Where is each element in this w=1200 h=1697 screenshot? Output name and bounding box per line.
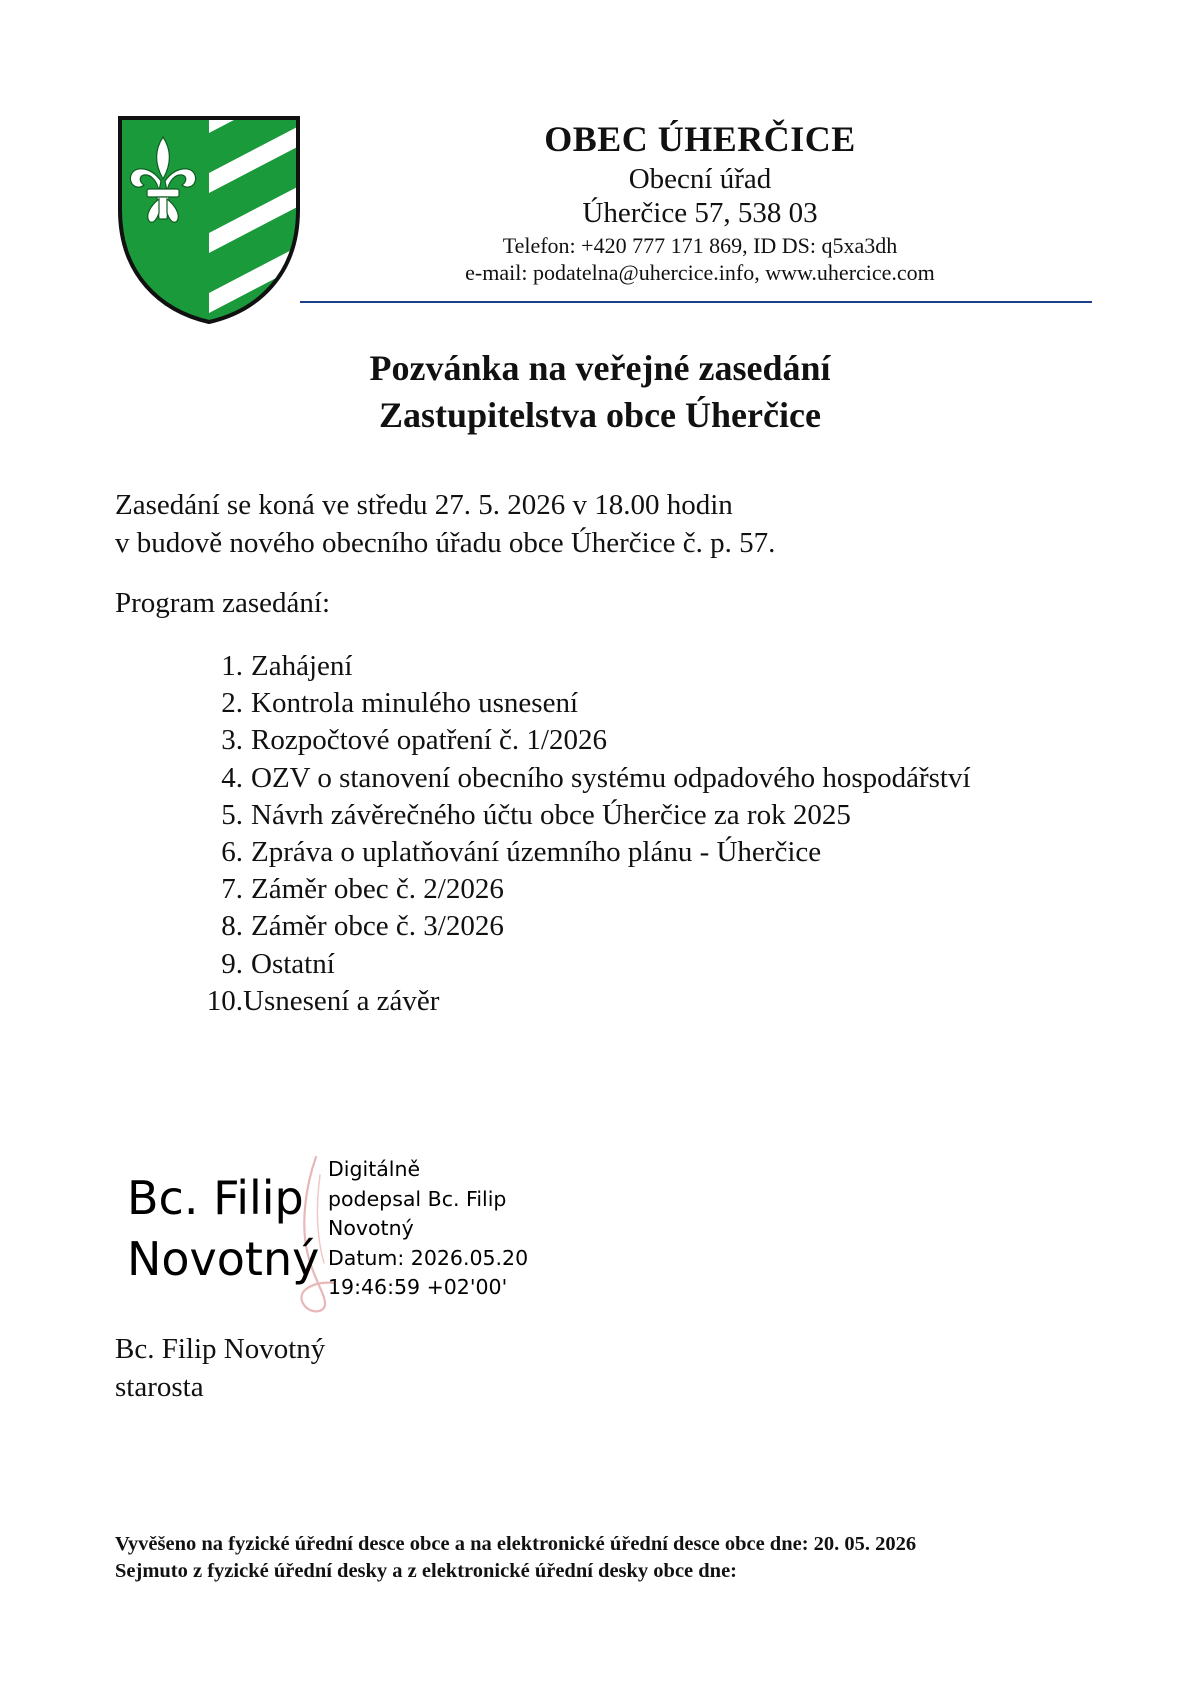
digital-signature-info (328, 1155, 528, 1303)
removed-date-line: Sejmuto z fyzické úřední desky a z elektronické úřední desky obce dne: (115, 1560, 737, 1582)
agenda-item-number: 8. (221, 910, 243, 943)
coat-of-arms-icon (117, 115, 301, 325)
agenda-item (200, 760, 971, 797)
agenda-item (200, 908, 971, 945)
agenda-item (200, 685, 971, 722)
agenda-item-number: 10. (206, 984, 243, 1017)
agenda-item-number: 1. (221, 650, 243, 682)
agenda-item-text: OZV o stanovení obecního systému odpadového hospodářství (251, 761, 971, 794)
agenda-item-text: Návrh závěrečného účtu obce Úherčice za rok 2025 (251, 798, 851, 831)
meeting-details (115, 486, 775, 562)
signature-info-line: 19:46:59 +02'00' (328, 1275, 508, 1299)
agenda-item (200, 871, 971, 908)
agenda-item (200, 797, 971, 834)
signature-info-line: Datum: 2026.05.20 (328, 1245, 529, 1270)
agenda-item (200, 834, 971, 871)
agenda-list (200, 648, 971, 1020)
meeting-place-line: v budově nového obecního úřadu obce Úherčice č. p. 57. (115, 527, 776, 559)
meeting-date-line: Zasedání se koná ve středu 27. 5. 2026 v 18.00 hodin (115, 489, 733, 521)
agenda-item (200, 648, 971, 685)
program-label: Program zasedání: (115, 587, 331, 619)
posting-notice (115, 1531, 916, 1585)
agenda-item-number: 7. (221, 873, 243, 906)
header-divider (300, 301, 1092, 303)
agenda-item-text: Zahájení (251, 650, 353, 682)
agenda-item-text: Rozpočtové opatření č. 1/2026 (251, 724, 607, 757)
agenda-item-number: 3. (221, 724, 243, 757)
agenda-item-text: Usnesení a závěr (243, 984, 440, 1017)
agenda-item-number: 4. (221, 761, 243, 794)
agenda-item-text: Záměr obec č. 2/2026 (251, 873, 504, 906)
office-address: Úherčice 57, 538 03 (582, 197, 818, 229)
email-line: e-mail: podatelna@uhercice.info, www.uhercice.com (465, 260, 935, 285)
document-title (100, 345, 1100, 439)
agenda-item (200, 983, 971, 1020)
posted-date-line: Vyvěšeno na fyzické úřední desce obce a na elektronické úřední desce obce dne: 20. 05. 2026 (115, 1533, 917, 1555)
agenda-item-number: 6. (221, 836, 243, 869)
digital-signature-name (127, 1168, 319, 1290)
agenda-item-text: Záměr obce č. 3/2026 (251, 910, 504, 943)
signature-name-line-2: Novotný (127, 1232, 320, 1286)
signature-info-line: Novotný (328, 1216, 414, 1240)
office-name: Obecní úřad (628, 163, 772, 195)
agenda-item-number: 5. (221, 798, 243, 831)
agenda-item-number: 9. (221, 947, 243, 980)
signer-name: Bc. Filip Novotný (115, 1333, 326, 1365)
signature-name-line-1: Bc. Filip (127, 1171, 304, 1225)
agenda-item (200, 722, 971, 759)
agenda-item-number: 2. (221, 687, 243, 720)
title-line-2: Zastupitelstva obce Úherčice (379, 395, 821, 435)
agenda-item-text: Zpráva o uplatňování územního plánu - Úherčice (251, 836, 822, 869)
signature-info-line: podepsal Bc. Filip (328, 1186, 507, 1211)
agenda-item-text: Ostatní (251, 947, 335, 980)
signer-block (115, 1330, 325, 1406)
municipality-name: OBEC ÚHERČICE (544, 119, 856, 159)
signer-role: starosta (115, 1371, 204, 1403)
phone-line: Telefon: +420 777 171 869, ID DS: q5xa3dh (502, 233, 898, 258)
agenda-item-text: Kontrola minulého usnesení (251, 687, 579, 720)
agenda-item (200, 946, 971, 983)
title-line-1: Pozvánka na veřejné zasedání (369, 348, 831, 388)
signature-info-line: Digitálně (328, 1157, 421, 1181)
